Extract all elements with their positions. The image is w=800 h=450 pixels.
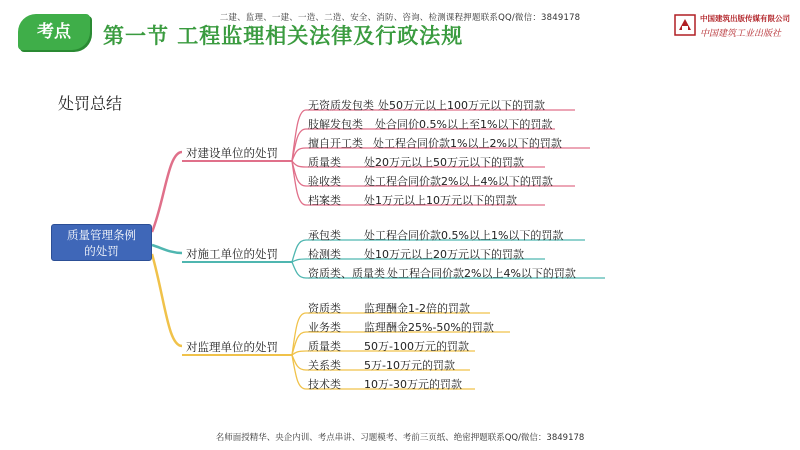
top-contact-notice: 二建、监理、一建、一造、二造、安全、消防、咨询、检测课程押题联系QQ/微信：3849178 — [219, 13, 581, 23]
branch-supervision-unit: 对监理单位的处罚 — [186, 340, 278, 354]
leaf-item — [308, 173, 553, 189]
leaf-penalty: 处50万元以上100万元以下的罚款 — [378, 99, 545, 112]
leaf-item — [308, 135, 562, 151]
leaf-category: 无资质发包类 — [308, 99, 374, 112]
leaf-item — [308, 116, 552, 132]
leaf-category: 擅自开工类 — [308, 137, 363, 150]
leaf-item — [308, 300, 470, 316]
root-node-line2: 的处罚 — [84, 243, 119, 258]
bottom-contact-notice: 名师面授精华、央企内训、考点串讲、习题模考、考前三页纸、绝密押题联系QQ/微信：3849178 — [215, 433, 585, 443]
connector-root-builder — [152, 245, 182, 253]
publisher-name-cn: 中国建筑出版传媒有限公司 — [700, 14, 790, 23]
leaf-category: 技术类 — [308, 378, 341, 391]
branch-builder-unit: 对施工单位的处罚 — [186, 247, 278, 261]
leaf-category: 档案类 — [308, 194, 341, 207]
leaf-penalty: 处1万元以上10万元以下的罚款 — [364, 194, 517, 207]
leaf-penalty: 5万-10万元的罚款 — [364, 359, 455, 372]
leaf-item — [308, 97, 545, 113]
leaf-category: 承包类 — [308, 229, 341, 242]
section-heading: 处罚总结 — [58, 94, 123, 113]
leaf-penalty: 处工程合同价款0.5%以上1%以下的罚款 — [364, 229, 564, 242]
leaf-category: 验收类 — [308, 175, 341, 188]
leaf-category: 肢解发包类 — [308, 118, 363, 131]
leaf-penalty: 监理酬金25%-50%的罚款 — [364, 321, 494, 334]
root-node — [51, 224, 152, 261]
leaf-penalty: 50万-100万元的罚款 — [364, 340, 469, 353]
leaf-category: 资质类、质量类 — [308, 267, 385, 280]
publisher-name-script: 中国建筑工业出版社 — [700, 29, 782, 39]
leaf-category: 检测类 — [308, 248, 341, 261]
branch-construction-unit: 对建设单位的处罚 — [186, 146, 278, 160]
leaf-penalty: 处合同价0.5%以上至1%以下的罚款 — [375, 118, 553, 131]
leaf-penalty: 10万-30万元的罚款 — [364, 378, 462, 391]
leaf-item — [308, 265, 576, 281]
leaf-item — [308, 376, 462, 392]
leaf-item — [308, 357, 455, 373]
leaf-category: 质量类 — [308, 156, 341, 169]
leaf-penalty: 处工程合同价款1%以上2%以下的罚款 — [373, 137, 562, 150]
leaf-penalty: 监理酬金1-2倍的罚款 — [364, 302, 470, 315]
leaf-category: 关系类 — [308, 359, 341, 372]
leaf-category: 资质类 — [308, 302, 341, 315]
leaf-category: 质量类 — [308, 340, 341, 353]
leaf-item — [308, 192, 517, 208]
root-node-line1: 质量管理条例 — [67, 227, 136, 242]
leaf-item — [308, 319, 494, 335]
leaf-item — [308, 227, 563, 243]
leaf-item — [308, 154, 524, 170]
page-title: 第一节 工程监理相关法律及行政法规 — [103, 24, 464, 48]
leaf-penalty: 处20万元以上50万元以下的罚款 — [364, 156, 524, 169]
kaodian-badge: 考点 — [18, 14, 90, 50]
leaf-penalty: 处工程合同价款2%以上4%以下的罚款 — [387, 267, 576, 280]
leaf-item — [308, 338, 469, 354]
leaf-penalty: 处10万元以上20万元以下的罚款 — [364, 248, 524, 261]
connector-root-supervision — [152, 254, 182, 346]
leaf-penalty: 处工程合同价款2%以上4%以下的罚款 — [364, 175, 553, 188]
leaf-item — [308, 246, 524, 262]
connector-root-construction — [152, 152, 182, 232]
leaf-category: 业务类 — [308, 321, 341, 334]
